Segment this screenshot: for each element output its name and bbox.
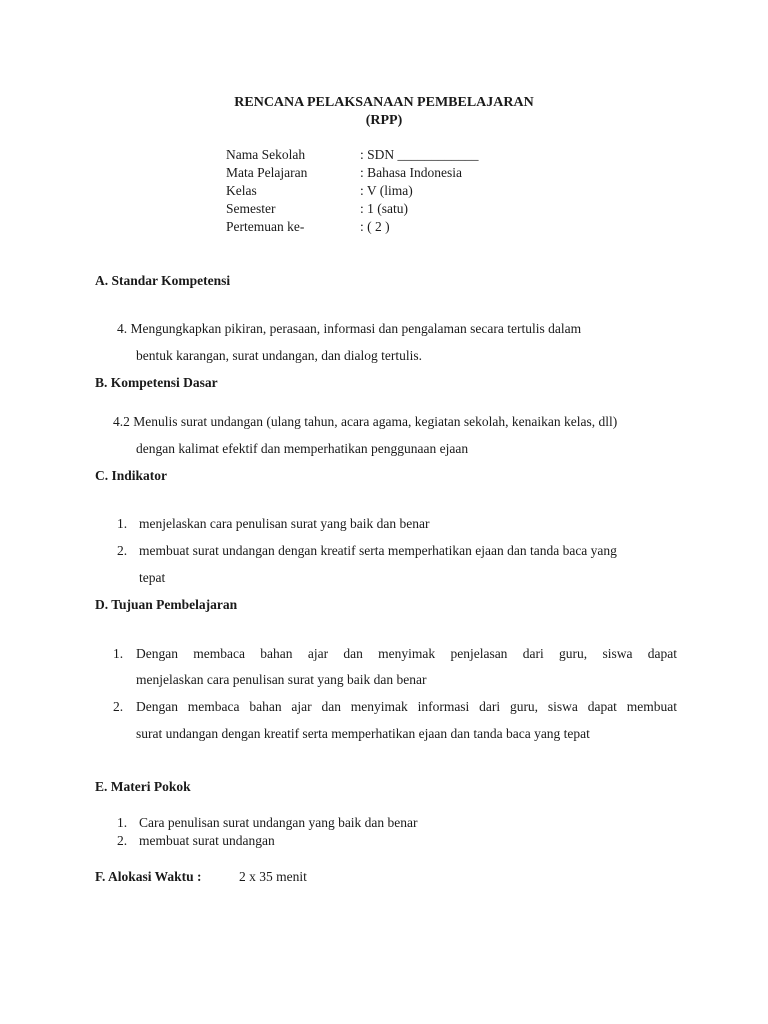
identity-value: : 1 (satu) <box>360 201 408 216</box>
section-text: dengan kalimat efektif dan memperhatikan penggunaan ejaan <box>136 441 469 456</box>
section-heading-materi-pokok: E. Materi Pokok <box>95 779 191 794</box>
list-number: 1. <box>113 646 124 661</box>
list-number: 2. <box>113 699 124 714</box>
list-item: Cara penulisan surat undangan yang baik dan benar <box>139 815 418 830</box>
section-heading-tujuan-pembelajaran: D. Tujuan Pembelajaran <box>95 597 238 612</box>
list-item-continuation: menjelaskan cara penulisan surat yang baik dan benar <box>136 672 427 687</box>
section-text: 4. Mengungkapkan pikiran, perasaan, informasi dan pengalaman secara tertulis dalam <box>117 321 582 336</box>
list-item: membuat surat undangan dengan kreatif serta memperhatikan ejaan dan tanda baca yang <box>139 543 617 558</box>
identity-value: : V (lima) <box>360 183 413 198</box>
list-number: 1. <box>117 815 128 830</box>
identity-value: : Bahasa Indonesia <box>360 165 462 180</box>
identity-value: : SDN ____________ <box>360 147 479 162</box>
identity-value: : ( 2 ) <box>360 219 390 234</box>
identity-label: Pertemuan ke- <box>226 219 305 234</box>
section-heading-indikator: C. Indikator <box>95 468 168 483</box>
list-item-continuation: surat undangan dengan kreatif serta memperhatikan ejaan dan tanda baca yang tepat <box>136 726 590 741</box>
list-number: 1. <box>117 516 128 531</box>
section-text: 4.2 Menulis surat undangan (ulang tahun, acara agama, kegiatan sekolah, kenaikan kelas, dll) <box>113 414 618 429</box>
list-item: menjelaskan cara penulisan surat yang baik dan benar <box>139 516 430 531</box>
identity-label: Semester <box>226 201 276 216</box>
document-title: RENCANA PELAKSANAAN PEMBELAJARAN <box>234 95 534 110</box>
document-subtitle: (RPP) <box>365 113 403 128</box>
list-number: 2. <box>117 543 128 558</box>
list-number: 2. <box>117 833 128 848</box>
list-item: Dengan membaca bahan ajar dan menyimak penjelasan dari guru, siswa dapat <box>136 646 677 661</box>
alokasi-waktu-value: 2 x 35 menit <box>239 869 307 884</box>
section-text: bentuk karangan, surat undangan, dan dialog tertulis. <box>136 348 423 363</box>
identity-label: Nama Sekolah <box>226 147 306 162</box>
section-heading-standar-kompetensi: A. Standar Kompetensi <box>95 273 231 288</box>
list-item-continuation: tepat <box>139 570 166 585</box>
identity-label: Mata Pelajaran <box>226 165 308 180</box>
section-heading-alokasi-waktu: F. Alokasi Waktu : <box>95 869 202 884</box>
list-item: Dengan membaca bahan ajar dan menyimak informasi dari guru, siswa dapat membuat <box>136 699 677 714</box>
list-item: membuat surat undangan <box>139 833 275 848</box>
section-heading-kompetensi-dasar: B. Kompetensi Dasar <box>95 375 218 390</box>
identity-label: Kelas <box>226 183 257 198</box>
